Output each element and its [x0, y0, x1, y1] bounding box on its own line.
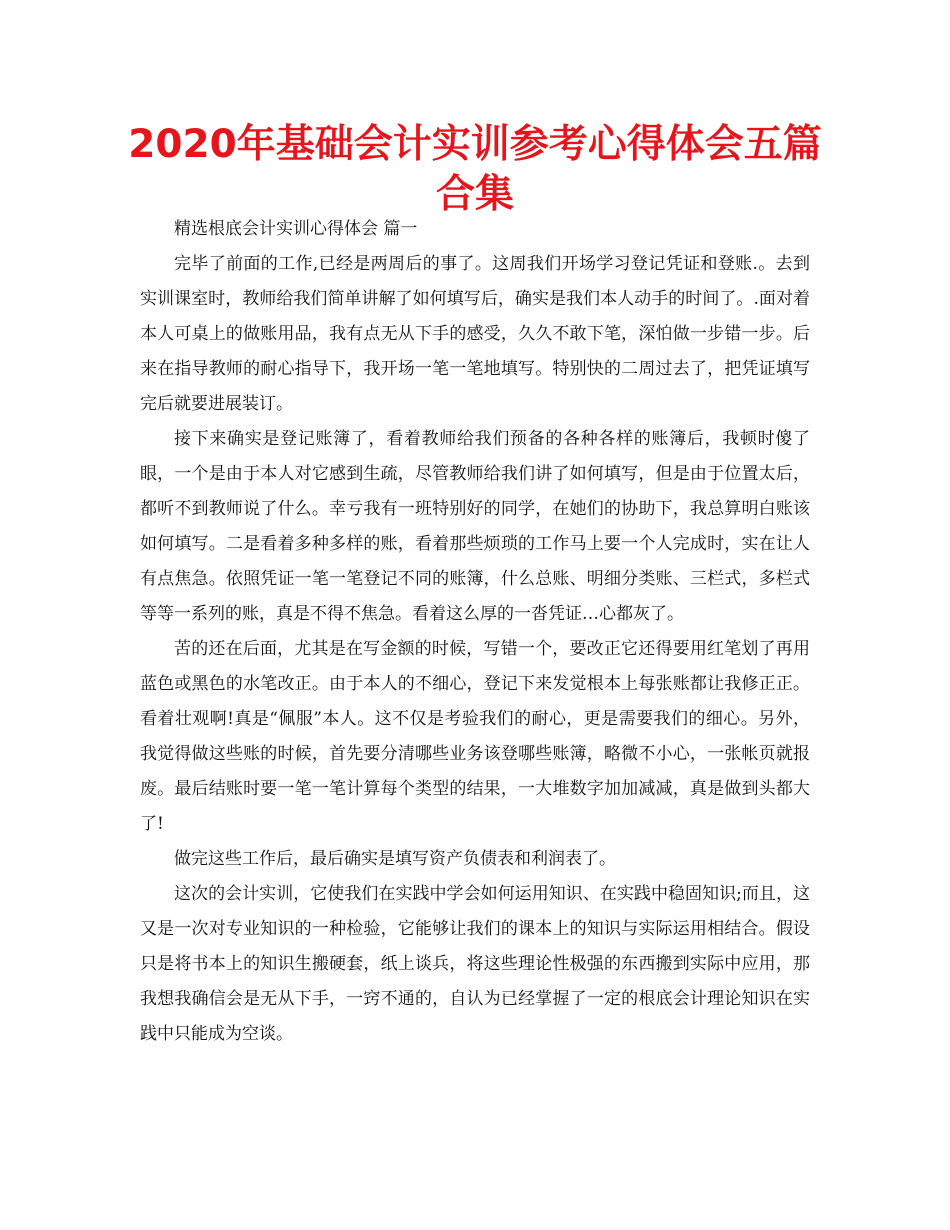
paragraph-2: 接下来确实是登记账簿了，看着教师给我们预备的各种各样的账簿后，我顿时傻了眼，一个是由于本人对它感到生疏，尽管教师给我们讲了如何填写，但是由于位置太后，都听不到教师说了什么。幸亏我有一班特别好的同学，在她们的协助下，我总算明白账该如何填写。二是看着多种多样的账，看着那些烦琐的工作马上要一个人完成时，实在让人有点焦急。依照凭证一笔一笔登记不同的账簿，什么总账、明细分类账、三栏式，多栏式等等一系列的账，真是不得不焦急。看着这么厚的一沓凭证…心都灰了。 — [140, 429, 810, 624]
document-body — [140, 212, 810, 1052]
document-title: 2020年基础会计实训参考心得体会五篇合集 — [128, 122, 822, 217]
paragraph-3: 苦的还在后面，尤其是在写金额的时候，写错一个，要改正它还得要用红笔划了再用蓝色或黑色的水笔改正。由于本人的不细心，登记下来发觉根本上每张账都让我修正正。看着壮观啊!真是“佩服”本人。这不仅是考验我们的耐心，更是需要我们的细心。另外，我觉得做这些账的时候，首先要分清哪些业务该登哪些账簿，略微不小心，一张帐页就报废。最后结账时要一笔一笔计算每个类型的结果，一大堆数字加加减减，真是做到头都大了! — [140, 639, 810, 834]
paragraph-1: 完毕了前面的工作,已经是两周后的事了。这周我们开场学习登记凭证和登账.。去到实训课室时，教师给我们简单讲解了如何填写后，确实是我们本人动手的时间了。.面对着本人可桌上的做账用品，我有点无从下手的感受，久久不敢下笔，深怕做一步错一步。后来在指导教师的耐心指导下，我开场一笔一笔地填写。特别快的二周过去了，把凭证填写完后就要进展装订。 — [140, 254, 810, 414]
section-heading: 精选根底会计实训心得体会 篇一 — [174, 219, 418, 239]
paragraph-4: 做完这些工作后，最后确实是填写资产负债表和利润表了。 — [174, 849, 616, 869]
paragraph-5: 这次的会计实训，它使我们在实践中学会如何运用知识、在实践中稳固知识;而且，这又是一次对专业知识的一种检验，它能够让我们的课本上的知识与实际运用相结合。假设只是将书本上的知识生搬硬套，纸上谈兵，将这些理论性极强的东西搬到实际中应用，那我想我确信会是无从下手，一窍不通的，自认为已经掌握了一定的根底会计理论知识在实践中只能成为空谈。 — [140, 884, 810, 1044]
